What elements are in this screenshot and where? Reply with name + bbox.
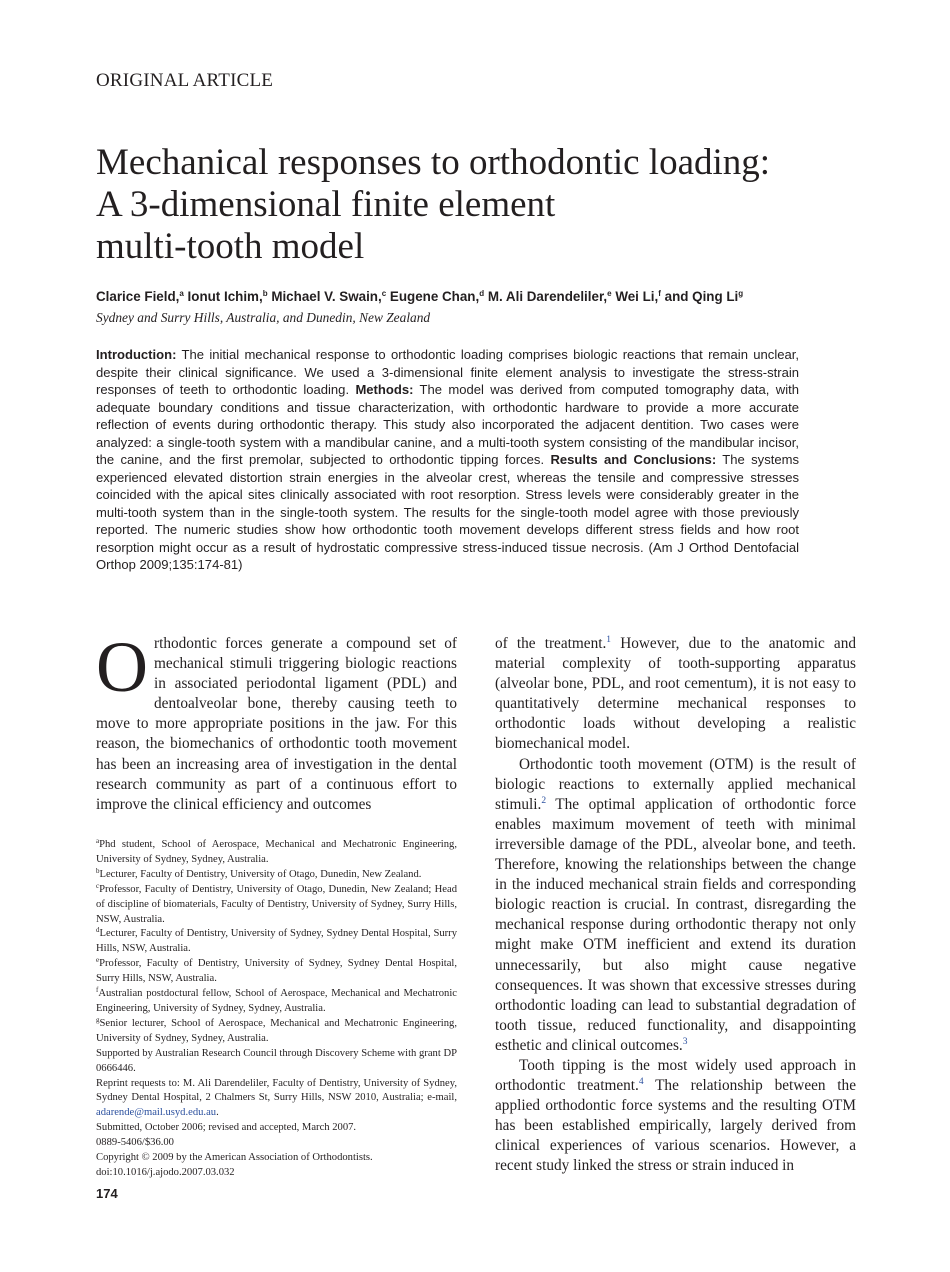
author-name: Wei Li, <box>615 289 659 304</box>
footnote-mark: g <box>96 1015 100 1024</box>
section-label: ORIGINAL ARTICLE <box>96 70 274 91</box>
body-text: Tooth tipping is the most widely used approach in orthodontic treatment. <box>495 1056 856 1095</box>
body-text: of the treatment. <box>495 635 607 652</box>
body-text: The optimal application of orthodontic force enables maximum movement of teeth with minimal irreversible damage of the PDL, alveolar bone, and teeth. Therefore, knowing the relationships between the change in the induced mechanical strain fields and corresponding biologic reaction is crucial. In contrast, disregarding the mechanical response during orthodontic therapy not only might make OTM inefficient and extend its duration unnecessarily, but also might cause negative consequences. It was shown that excessive stresses during orthodontic loading can lead to substantial degradation of tooth tissue, reduced functionality, and disappointing esthetic and clinical outcomes. <box>495 795 856 1054</box>
author-affiliation-mark: e <box>607 289 612 298</box>
author-name: Clarice Field, <box>96 289 180 304</box>
author-list <box>96 289 876 304</box>
author-affiliation-mark: d <box>479 289 485 298</box>
body-paragraph <box>96 627 457 815</box>
author-name: Ionut Ichim, <box>187 289 263 304</box>
footnote <box>96 868 457 883</box>
affiliation-footnotes <box>96 838 457 1181</box>
author-affiliation-mark: g <box>738 289 744 298</box>
author-name: M. Ali Darendeliler, <box>487 289 608 304</box>
footnote-text: Professor, Faculty of Dentistry, University of Sydney, Sydney Dental Hospital, Surry Hills, NSW, Australia. <box>96 958 457 985</box>
footnote <box>96 987 457 1017</box>
footnote-mark: d <box>96 926 100 935</box>
body-paragraph <box>495 755 856 1056</box>
title-line-1: Mechanical responses to orthodontic loading: <box>96 142 771 183</box>
contact-email-link[interactable]: adarende@mail.usyd.edu.au <box>96 1107 217 1119</box>
reprint-text: Reprint requests to: M. Ali Darendeliler, Faculty of Dentistry, University of Sydney, Sydney Dental Hospital, 2 Chalmers St, Surry Hills, NSW 2010, Australia; e-mail, <box>96 1077 457 1104</box>
body-text: Orthodontic tooth movement (OTM) is the result of biologic reactions to externally applied mechanical stimuli. <box>495 755 856 813</box>
footnote-mark: b <box>96 866 100 875</box>
copyright: Copyright © 2009 by the American Association of Orthodontists. <box>96 1152 373 1164</box>
author-affiliation-mark: f <box>658 289 661 298</box>
body-paragraph <box>495 1056 856 1177</box>
body-column-right <box>495 634 856 1177</box>
footnote-mark: a <box>96 837 100 845</box>
footnote-mark: e <box>96 956 100 965</box>
footnote <box>96 1017 457 1047</box>
article-title <box>96 142 876 268</box>
abstract-results-text: The systems experienced elevated distortion strain energies in the alveolar crest, whereas the tensile and compressive stresses coincided with the apical sites clinically associated with root resorption. Stress levels were considerably greater in the multi-tooth system than in the single-tooth system. The results for the single-tooth model agree with those previously reported. The numeric studies show how orthodontic tooth movement develops different stress fields and how root resorption might occur as a result of hydrostatic compressive stress-induced tissue necrosis. (Am J Orthod Dentofacial Orthop 2009;135:174-81) <box>96 452 799 572</box>
author-locations: Sydney and Surry Hills, Australia, and Dunedin, New Zealand <box>96 310 431 325</box>
body-text: However, due to the anatomic and material complexity of tooth-supporting apparatus (alveolar bone, PDL, and root cementum), it is not easy to quantitatively determine mechanical responses to orthodontic loads without developing a realistic biomechanical model. <box>495 635 856 753</box>
footnote <box>96 957 457 987</box>
footnote <box>96 883 457 928</box>
reprint-text-end: . <box>216 1107 219 1119</box>
author-affiliation-mark: a <box>179 289 184 298</box>
citation-link[interactable]: 2 <box>541 795 547 806</box>
footnote-text: Australian postdoctural fellow, School of Aerospace, Mechanical and Mechatronic Engineering, University of Sydney, Sydney, Australia. <box>96 988 457 1014</box>
issn: 0889-5406/$36.00 <box>96 1137 174 1149</box>
abstract-introduction-label: Introduction: <box>96 347 177 362</box>
footnote <box>96 927 457 957</box>
body-paragraph <box>495 634 856 755</box>
footnote-text: Lecturer, Faculty of Dentistry, University of Otago, Dunedin, New Zealand. <box>99 868 422 880</box>
abstract-results-label: Results and Conclusions: <box>550 452 717 467</box>
reprint-request <box>96 1077 457 1122</box>
citation-link[interactable]: 3 <box>682 1036 688 1047</box>
footnote-mark: c <box>96 881 100 890</box>
author-name: Eugene Chan, <box>389 289 480 304</box>
body-text: The relationship between the applied orthodontic force systems and the resulting OTM has been established empirically, largely derived from clinical experiences of various scenarios. However, a recent study linked the stress or strain induced in <box>495 1077 856 1175</box>
doi: doi:10.1016/j.ajodo.2007.03.032 <box>96 1166 235 1178</box>
footnote-mark: f <box>96 986 99 995</box>
author-name: and Qing Li <box>664 289 739 304</box>
body-text: rthodontic forces generate a compound set of mechanical stimuli triggering biologic reactions in associated periodontal ligament (PDL) and dentoalveolar bone, thereby causing teeth to move to more appropriate positions in the jaw. For this reason, the biomechanics of orthodontic tooth movement has been an increasing area of investigation in the dental research community as part of a continuous effort to improve the clinical efficiency and outcomes <box>96 635 457 813</box>
funding-note: Supported by Australian Research Council through Discovery Scheme with grant DP 0666446. <box>96 1047 457 1074</box>
abstract-methods-text: The model was derived from computed tomography data, with adequate boundary conditions and tissue characterization, with orthodontic hardware to provide a more accurate reflection of events during orthodontic therapy. This study also incorporated the adjacent dentition. Two cases were analyzed: a single-tooth system with a mandibular canine, and a multi-tooth system consisting of the mandibular incisor, the canine, and the first premolar, subjected to orthodontic tipping forces. <box>96 382 800 467</box>
abstract-introduction-text: The initial mechanical response to orthodontic loading comprises biologic reactions that remain unclear, despite their clinical significance. We used a 3-dimensional finite element analysis to investigate the stress-strain responses of teeth to orthodontic loading. <box>96 347 799 397</box>
author-affiliation-mark: b <box>262 289 268 298</box>
drop-cap: O <box>96 627 148 707</box>
author-name: Michael V. Swain, <box>271 289 382 304</box>
footnote <box>96 838 457 868</box>
footnote-text: Professor, Faculty of Dentistry, University of Otago, Dunedin, New Zealand; Head of discipline of biomaterials, Faculty of Dentistry, University of Sydney, Surry Hills, NSW, Australia. <box>96 883 457 925</box>
abstract-methods-label: Methods: <box>355 382 414 397</box>
title-line-2: A 3-dimensional finite element <box>96 184 556 225</box>
title-line-3: multi-tooth model <box>96 226 365 267</box>
author-affiliation-mark: c <box>381 289 387 298</box>
citation-link[interactable]: 4 <box>638 1077 644 1088</box>
footnote-text: Senior lecturer, School of Aerospace, Mechanical and Mechatronic Engineering, University of Sydney, Sydney, Australia. <box>96 1017 457 1044</box>
body-column-left <box>96 627 457 815</box>
submission-dates: Submitted, October 2006; revised and accepted, March 2007. <box>96 1122 357 1134</box>
page-number: 174 <box>96 1186 118 1201</box>
citation-link[interactable]: 1 <box>606 635 612 645</box>
footnote-text: Phd student, School of Aerospace, Mechanical and Mechatronic Engineering, University of Sydney, Sydney, Australia. <box>96 839 457 865</box>
abstract <box>96 346 799 574</box>
footnote-text: Lecturer, Faculty of Dentistry, University of Sydney, Sydney Dental Hospital, Surry Hills, NSW, Australia. <box>96 928 457 955</box>
